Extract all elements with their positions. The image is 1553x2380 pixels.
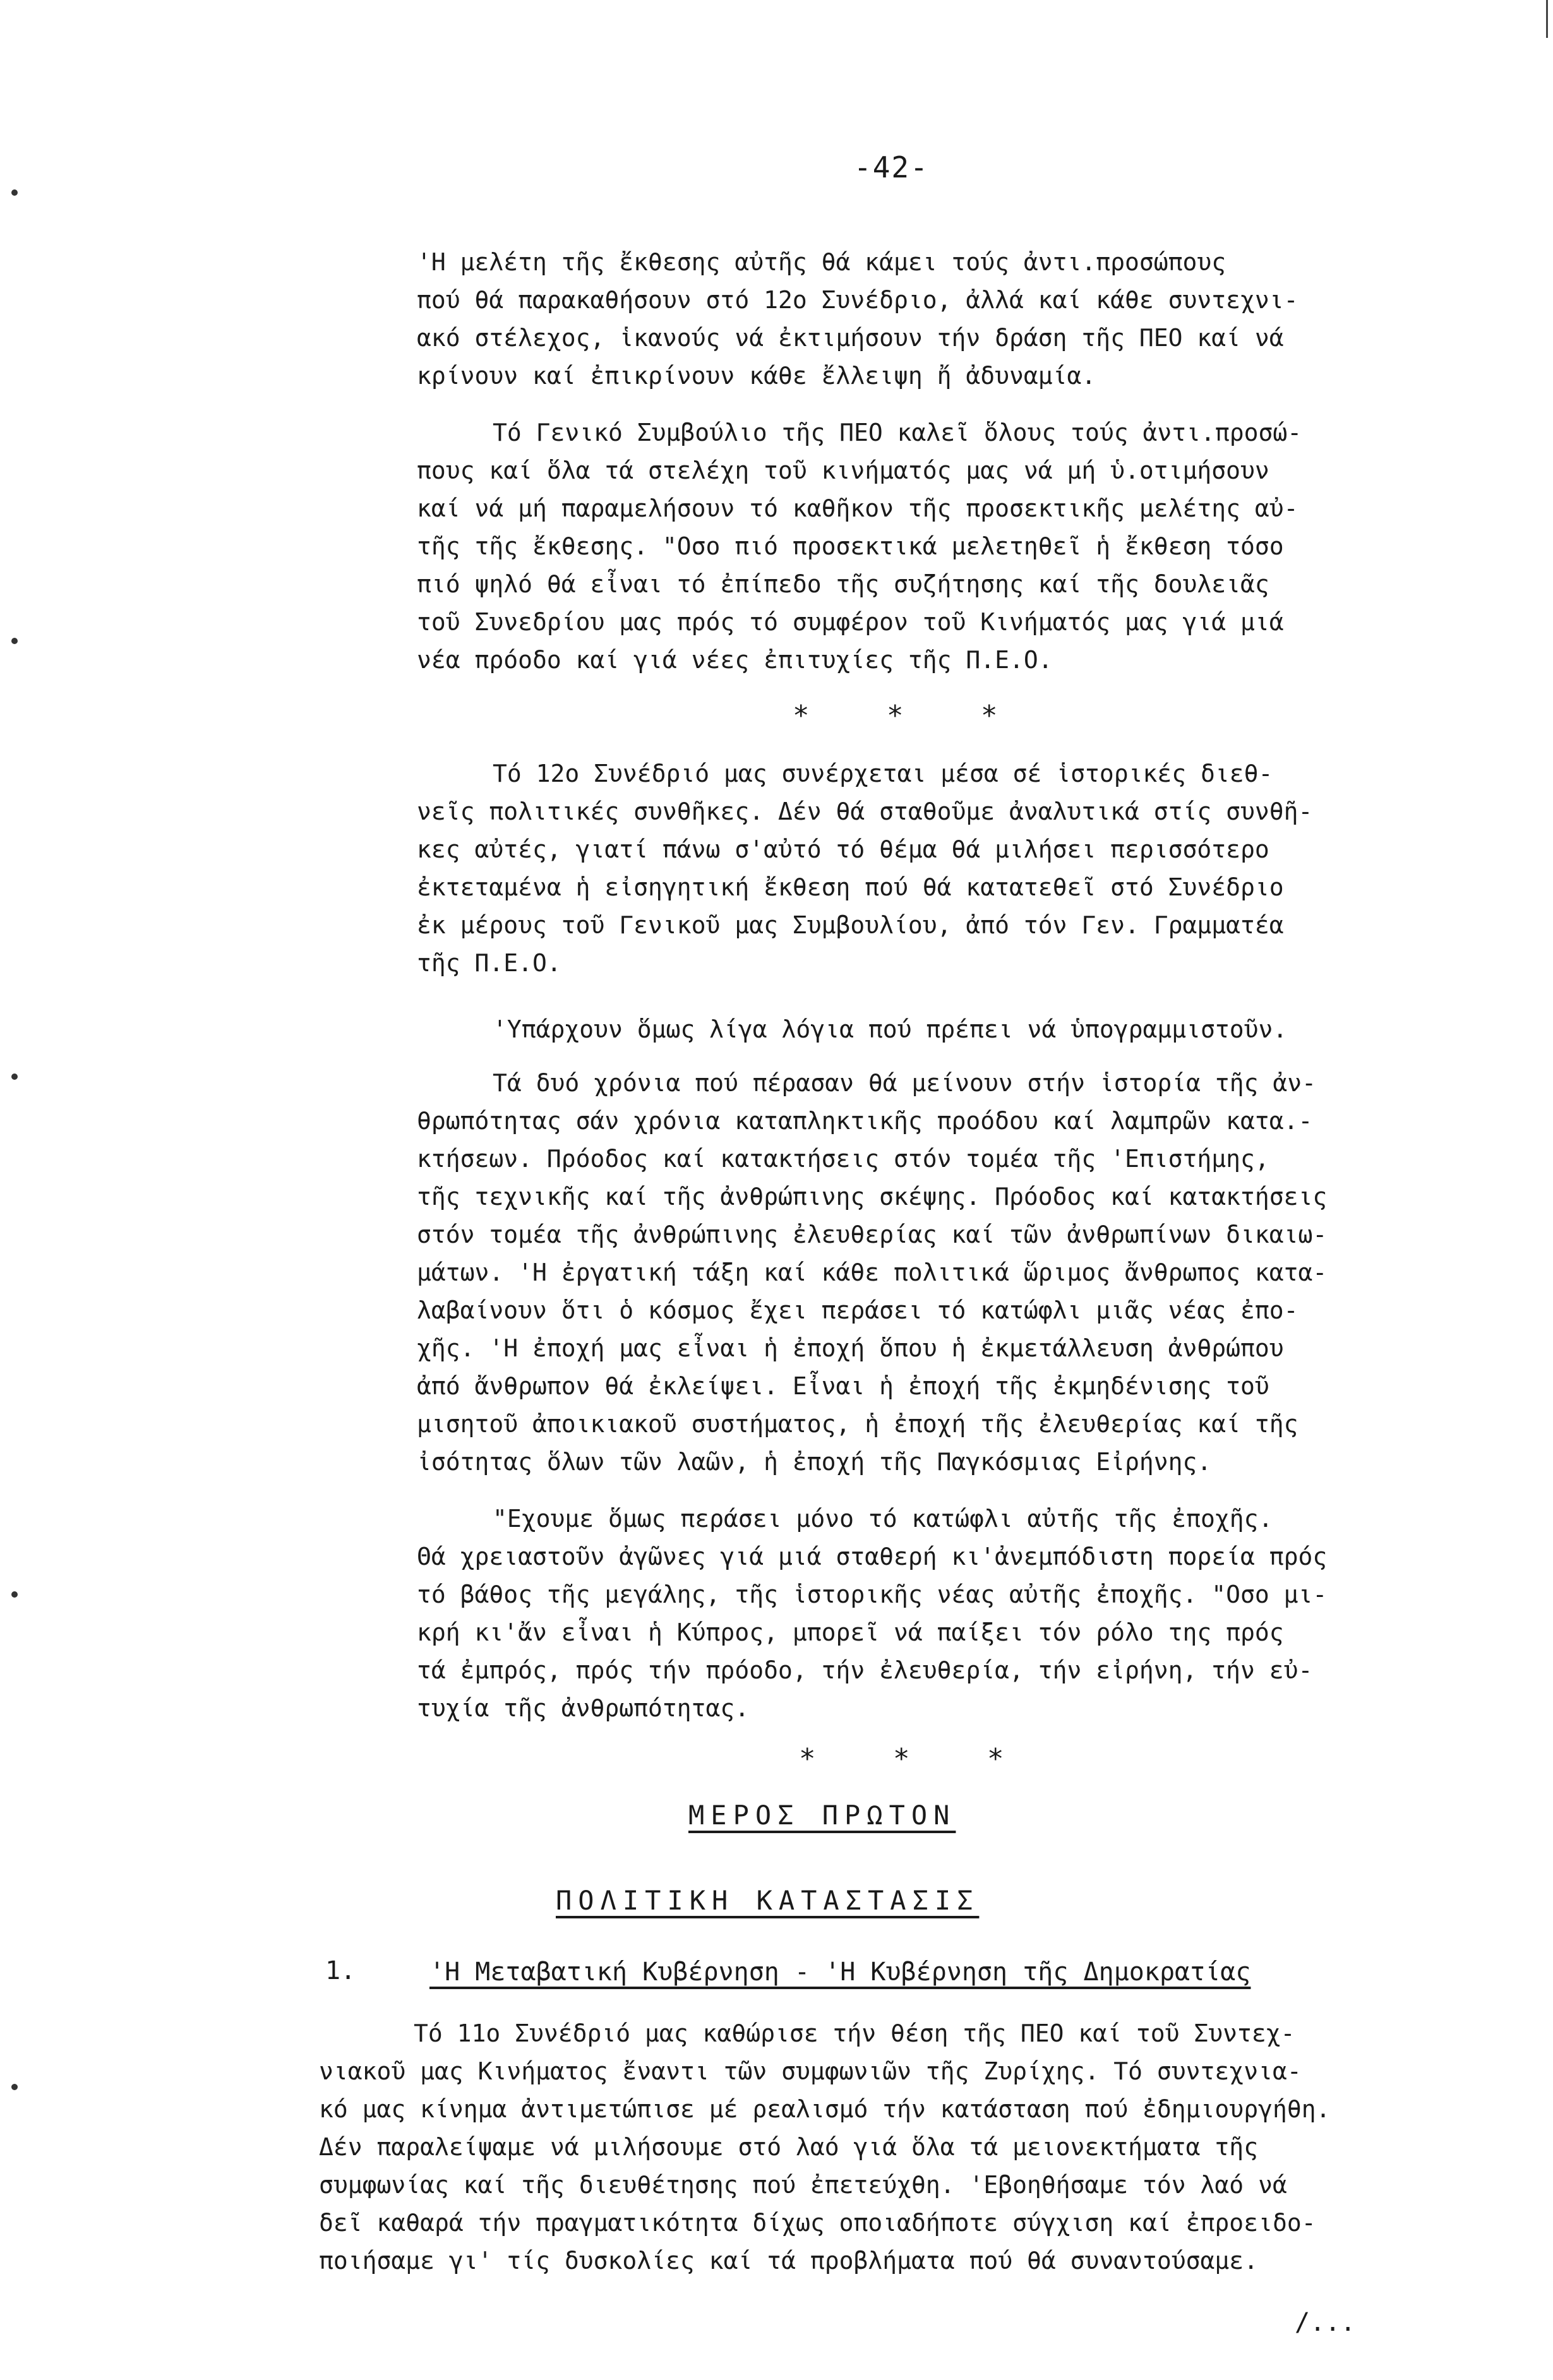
section-divider-stars: * * * bbox=[793, 700, 1028, 732]
text-line: δεῖ καθαρά τήν πραγματικότητα δίχως οποιαδήποτε σύγχιση καί ἐπροειδο- bbox=[319, 2209, 1316, 2237]
text-line: τά ἐμπρός, πρός τήν πρόοδο, τήν ἐλευθερία, τήν εἰρήνη, τήν εὐ- bbox=[417, 1656, 1313, 1684]
text-line: νεῖς πολιτικές συνθῆκες. Δέν θά σταθοῦμε ἀναλυτικά στίς συνθῆ- bbox=[417, 798, 1313, 825]
text-line: ἀπό ἄνθρωπον θά ἐκλείψει. Εἶναι ἡ ἐποχή τῆς ἐκμηδένισης τοῦ bbox=[417, 1372, 1269, 1400]
text-line: κό μας κίνημα ἀντιμετώπισε μέ ρεαλισμό τήν κατάσταση πού ἐδημιουργήθη. bbox=[319, 2095, 1331, 2123]
text-line: ποιήσαμε γι' τίς δυσκολίες καί τά προβλήματα πού θά συναντούσαμε. bbox=[319, 2247, 1259, 2275]
text-line: θρωπότητας σάν χρόνια καταπληκτικῆς προόδου καί λαμπρῶν κατα.- bbox=[417, 1107, 1313, 1135]
text-line: "Εχουμε ὅμως περάσει μόνο τό κατώφλι αὐτῆς τῆς ἐποχῆς. bbox=[493, 1505, 1273, 1533]
text-line: τυχία τῆς ἀνθρωπότητας. bbox=[417, 1694, 750, 1722]
text-line: Τά δυό χρόνια πού πέρασαν θά μείνουν στήν ἱστορία τῆς ἀν- bbox=[493, 1069, 1317, 1097]
section-number: 1. bbox=[325, 1956, 356, 1985]
text-line: τοῦ Συνεδρίου μας πρός τό συμφέρον τοῦ Κινήματός μας γιά μιά bbox=[417, 608, 1284, 636]
text-line: τῆς τεχνικῆς καί τῆς ἀνθρώπινης σκέψης. Πρόοδος καί κατακτήσεις bbox=[417, 1183, 1328, 1211]
paragraph-3 bbox=[417, 755, 1465, 982]
text-line: συμφωνίας καί τῆς διευθέτησης πού ἐπετεύχθη. 'Εβοηθήσαμε τόν λαό νά bbox=[319, 2171, 1287, 2199]
paragraph-5 bbox=[417, 1064, 1465, 1481]
text-line: Δέν παραλείψαμε νά μιλήσουμε στό λαό γιά ὅλα τά μειονεκτήματα τῆς bbox=[319, 2133, 1259, 2161]
text-line: Τό Γενικό Συμβούλιο τῆς ΠΕΟ καλεῖ ὅλους τούς ἀντι.προσώ- bbox=[493, 419, 1302, 446]
text-line: μισητοῦ ἀποικιακοῦ συστήματος, ἡ ἐποχή τῆς ἐλευθερίας καί τῆς bbox=[417, 1410, 1298, 1438]
text-line: 'Η μελέτη τῆς ἔκθεσης αὐτῆς θά κάμει τούς ἀντι.προσώπους bbox=[417, 248, 1226, 276]
paragraph-7 bbox=[319, 2014, 1468, 2280]
text-line: τῆς τῆς ἔκθεσης. "Οσο πιό προσεκτικά μελετηθεῖ ἡ ἔκθεση τόσο bbox=[417, 532, 1284, 560]
text-line: κρίνουν καί ἐπικρίνουν κάθε ἔλλειψη ἤ ἀδυναμία. bbox=[417, 362, 1096, 390]
text-line: πιό ψηλό θά εἶναι τό ἐπίπεδο τῆς συζήτησης καί τῆς δουλειᾶς bbox=[417, 570, 1269, 598]
text-line: λαβαίνουν ὅτι ὁ κόσμος ἔχει περάσει τό κατώφλι μιᾶς νέας ἐπο- bbox=[417, 1296, 1298, 1324]
text-line: κες αὐτές, γιατί πάνω σ'αὐτό τό θέμα θά μιλήσει περισσότερο bbox=[417, 835, 1269, 863]
scan-dot bbox=[11, 1591, 18, 1598]
section-divider-stars: * * * bbox=[799, 1743, 1034, 1775]
chapter-heading: ΠΟΛΙΤΙΚΗ ΚΑΤΑΣΤΑΣΙΣ bbox=[556, 1885, 980, 1916]
scan-dot bbox=[11, 638, 18, 644]
text-line: χῆς. 'Η ἐποχή μας εἶναι ἡ ἐποχή ὅπου ἡ ἐκμετάλλευση ἀνθρώπου bbox=[417, 1334, 1284, 1362]
page-number: -42- bbox=[854, 150, 929, 184]
text-line: μάτων. 'Η ἐργατική τάξη καί κάθε πολιτικά ὥριμος ἄνθρωπος κατα- bbox=[417, 1259, 1328, 1286]
scan-dot bbox=[11, 189, 18, 196]
text-line: στόν τομέα τῆς ἀνθρώπινης ἐλευθερίας καί τῶν ἀνθρωπίνων δικαιω- bbox=[417, 1221, 1328, 1248]
text-line: Τό 11ο Συνέδριό μας καθώρισε τήν θέση τῆς ΠΕΟ καί τοῦ Συντεχ- bbox=[414, 2019, 1295, 2047]
text-line: ακό στέλεχος, ἱκανούς νά ἐκτιμήσουν τήν δράση τῆς ΠΕΟ καί νά bbox=[417, 324, 1284, 352]
text-line: ἐκτεταμένα ἡ εἰσηγητική ἔκθεση πού θά κατατεθεῖ στό Συνέδριο bbox=[417, 873, 1284, 901]
text-line: κτήσεων. Πρόοδος καί κατακτήσεις στόν τομέα τῆς 'Επιστήμης, bbox=[417, 1145, 1269, 1173]
text-line: νέα πρόοδο καί γιά νέες ἐπιτυχίες τῆς Π.Ε.Ο. bbox=[417, 646, 1053, 674]
text-line: νιακοῦ μας Κινήματος ἔναντι τῶν συμφωνιῶν τῆς Ζυρίχης. Τό συντεχνια- bbox=[319, 2057, 1302, 2085]
text-line: τῆς Π.Ε.Ο. bbox=[417, 949, 561, 977]
text-line: Τό 12ο Συνέδριό μας συνέρχεται μέσα σέ ἱστορικές διεθ- bbox=[493, 760, 1273, 787]
paragraph-4 bbox=[417, 1010, 1465, 1048]
text-line: τό βάθος τῆς μεγάλης, τῆς ἱστορικῆς νέας αὐτῆς ἐποχῆς. "Οσο μι- bbox=[417, 1581, 1328, 1608]
text-line: ἰσότητας ὅλων τῶν λαῶν, ἡ ἐποχή τῆς Παγκόσμιας Εἰρήνης. bbox=[417, 1448, 1212, 1476]
text-line: 'Υπάρχουν ὅμως λίγα λόγια πού πρέπει νά ὑπογραμμιστοῦν. bbox=[493, 1015, 1288, 1043]
text-line: κρή κι'ἄν εἶναι ἡ Κύπρος, μπορεῖ νά παίξει τόν ρόλο της πρός bbox=[417, 1618, 1284, 1646]
scan-dot bbox=[11, 2084, 18, 2090]
continuation-mark: /... bbox=[1295, 2308, 1356, 2337]
text-line: πους καί ὅλα τά στελέχη τοῦ κινήματός μας νά μή ὑ.οτιμήσουν bbox=[417, 457, 1269, 484]
text-line: πού θά παρακαθήσουν στό 12ο Συνέδριο, ἀλλά καί κάθε συντεχνι- bbox=[417, 286, 1298, 314]
edge-line bbox=[1546, 0, 1548, 38]
text-line: Θά χρειαστοῦν ἀγῶνες γιά μιά σταθερή κι'ἀνεμπόδιστη πορεία πρός bbox=[417, 1543, 1328, 1570]
section-title: 'Η Μεταβατική Κυβέρνηση - 'Η Κυβέρνηση τῆς Δημοκρατίας bbox=[429, 1958, 1251, 1987]
text-line: καί νά μή παραμελήσουν τό καθῆκον τῆς προσεκτικῆς μελέτης αὐ- bbox=[417, 494, 1298, 522]
paragraph-6 bbox=[417, 1500, 1465, 1727]
text-line: ἐκ μέρους τοῦ Γενικοῦ μας Συμβουλίου, ἀπό τόν Γεν. Γραμματέα bbox=[417, 911, 1284, 939]
paragraph-2 bbox=[417, 414, 1465, 679]
scan-dot bbox=[11, 1073, 18, 1080]
part-heading: ΜΕΡΟΣ ΠΡΩΤΟΝ bbox=[688, 1800, 956, 1831]
paragraph-1 bbox=[417, 243, 1465, 395]
